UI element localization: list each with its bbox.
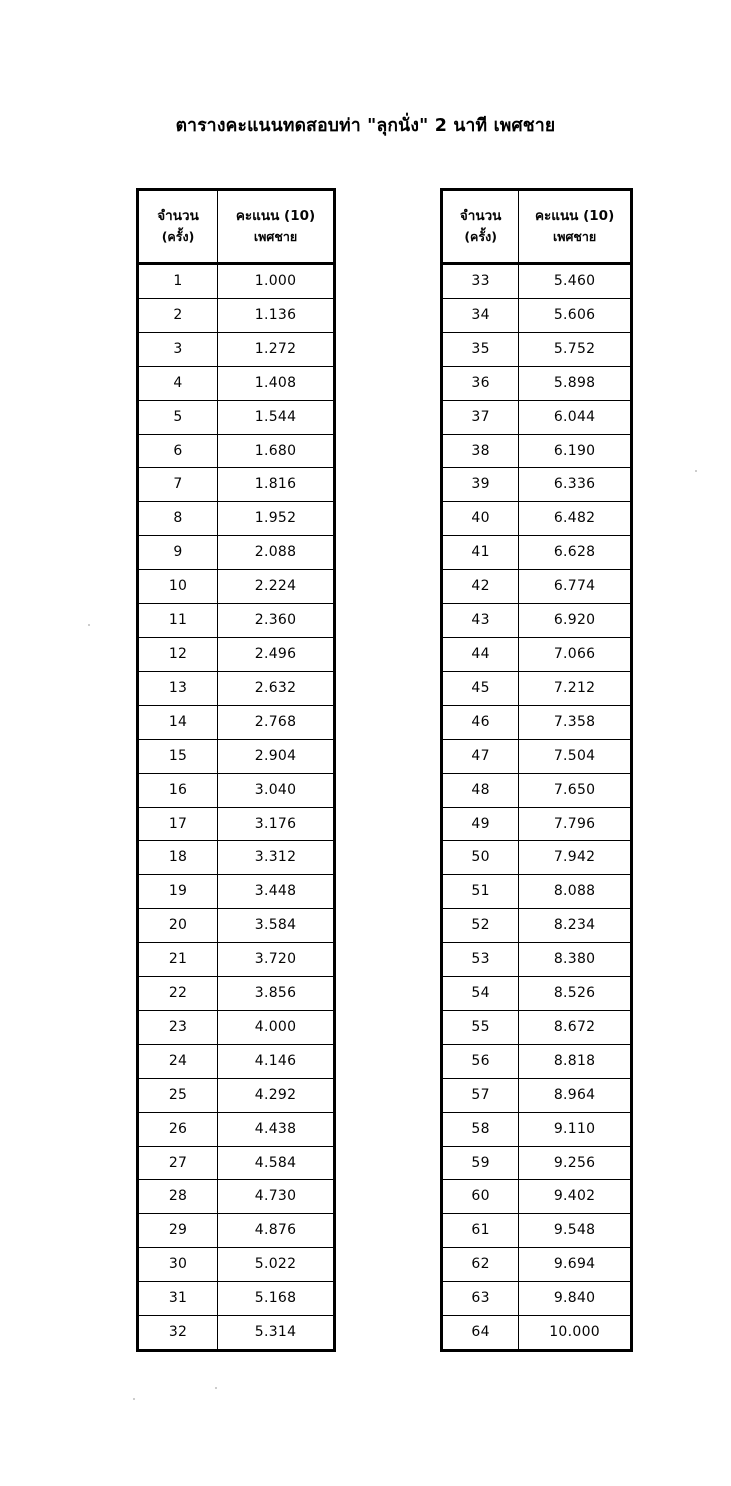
table-row	[443, 536, 630, 570]
table-row	[139, 298, 333, 332]
cell-score: 2.088	[218, 536, 333, 570]
cell-count: 55	[443, 1010, 519, 1044]
cell-score: 7.650	[519, 773, 630, 807]
cell-count: 11	[139, 604, 218, 638]
cell-count: 10	[139, 570, 218, 604]
cell-score: 5.606	[519, 298, 630, 332]
cell-count: 26	[139, 1112, 218, 1146]
cell-score: 1.136	[218, 298, 333, 332]
cell-count: 40	[443, 502, 519, 536]
table-row	[139, 468, 333, 502]
cell-score: 8.526	[519, 977, 630, 1011]
cell-count: 35	[443, 332, 519, 366]
table-body-left	[139, 264, 333, 1350]
table-row	[443, 1044, 630, 1078]
table-row	[139, 434, 333, 468]
cell-score: 6.044	[519, 400, 630, 434]
cell-score: 9.548	[519, 1214, 630, 1248]
cell-score: 2.904	[218, 739, 333, 773]
table-row	[139, 943, 333, 977]
cell-count: 38	[443, 434, 519, 468]
table-row	[139, 332, 333, 366]
cell-score: 6.336	[519, 468, 630, 502]
cell-count: 62	[443, 1248, 519, 1282]
cell-count: 46	[443, 705, 519, 739]
table-row	[443, 604, 630, 638]
cell-score: 9.110	[519, 1112, 630, 1146]
table-header-right	[443, 191, 630, 264]
cell-count: 15	[139, 739, 218, 773]
scan-speckle	[88, 624, 90, 626]
table-row	[139, 739, 333, 773]
cell-score: 6.190	[519, 434, 630, 468]
scan-speckle	[215, 1387, 217, 1389]
cell-score: 8.672	[519, 1010, 630, 1044]
cell-count: 8	[139, 502, 218, 536]
table-row	[443, 1146, 630, 1180]
cell-count: 5	[139, 400, 218, 434]
cell-count: 63	[443, 1282, 519, 1316]
header-count-line2: (ครั้ง)	[464, 229, 497, 245]
column-header-count	[139, 191, 218, 264]
table-row	[139, 977, 333, 1011]
table-row	[139, 264, 333, 299]
cell-count: 60	[443, 1180, 519, 1214]
cell-count: 50	[443, 841, 519, 875]
table-row	[139, 637, 333, 671]
table-row	[139, 841, 333, 875]
cell-count: 16	[139, 773, 218, 807]
table-row	[443, 298, 630, 332]
cell-count: 30	[139, 1248, 218, 1282]
cell-count: 27	[139, 1146, 218, 1180]
cell-count: 31	[139, 1282, 218, 1316]
cell-score: 6.482	[519, 502, 630, 536]
cell-count: 33	[443, 264, 519, 299]
cell-score: 5.752	[519, 332, 630, 366]
header-row	[139, 191, 333, 264]
cell-score: 3.176	[218, 807, 333, 841]
table-row	[443, 977, 630, 1011]
cell-score: 4.000	[218, 1010, 333, 1044]
table-row	[443, 468, 630, 502]
table-body-right	[443, 264, 630, 1350]
cell-score: 3.312	[218, 841, 333, 875]
scan-speckle	[133, 1398, 135, 1400]
cell-score: 9.402	[519, 1180, 630, 1214]
cell-count: 47	[443, 739, 519, 773]
table-row	[443, 502, 630, 536]
cell-score: 5.314	[218, 1316, 333, 1349]
cell-count: 18	[139, 841, 218, 875]
table-row	[443, 1214, 630, 1248]
cell-count: 13	[139, 671, 218, 705]
cell-count: 64	[443, 1316, 519, 1349]
table-row	[443, 909, 630, 943]
header-count-line1: จำนวน	[459, 208, 502, 225]
table-row	[443, 807, 630, 841]
cell-score: 3.584	[218, 909, 333, 943]
cell-score: 2.360	[218, 604, 333, 638]
table-row	[139, 671, 333, 705]
table-row	[139, 536, 333, 570]
cell-score: 7.358	[519, 705, 630, 739]
cell-count: 12	[139, 637, 218, 671]
cell-score: 10.000	[519, 1316, 630, 1349]
table-row	[443, 264, 630, 299]
header-row	[443, 191, 630, 264]
cell-score: 8.818	[519, 1044, 630, 1078]
cell-score: 4.584	[218, 1146, 333, 1180]
cell-score: 7.504	[519, 739, 630, 773]
table-row	[139, 1112, 333, 1146]
table-row	[443, 773, 630, 807]
table-row	[443, 637, 630, 671]
score-grid-right	[443, 191, 630, 1349]
cell-count: 43	[443, 604, 519, 638]
header-score-line1: คะแนน (10)	[534, 208, 615, 225]
cell-score: 4.292	[218, 1078, 333, 1112]
cell-score: 9.694	[519, 1248, 630, 1282]
cell-count: 7	[139, 468, 218, 502]
cell-count: 54	[443, 977, 519, 1011]
cell-count: 3	[139, 332, 218, 366]
column-header-score	[218, 191, 333, 264]
cell-count: 9	[139, 536, 218, 570]
cell-count: 58	[443, 1112, 519, 1146]
table-row	[443, 1248, 630, 1282]
table-row	[443, 1282, 630, 1316]
table-row	[139, 366, 333, 400]
table-row	[443, 671, 630, 705]
cell-count: 6	[139, 434, 218, 468]
cell-count: 25	[139, 1078, 218, 1112]
cell-count: 41	[443, 536, 519, 570]
cell-score: 1.952	[218, 502, 333, 536]
page-title: ตารางคะแนนทดสอบท่า "ลุกนั่ง" 2 นาที เพศชาย	[175, 115, 556, 136]
cell-count: 59	[443, 1146, 519, 1180]
cell-count: 29	[139, 1214, 218, 1248]
cell-count: 32	[139, 1316, 218, 1349]
cell-count: 19	[139, 875, 218, 909]
cell-score: 7.066	[519, 637, 630, 671]
cell-count: 42	[443, 570, 519, 604]
table-row	[139, 1282, 333, 1316]
table-row	[139, 1146, 333, 1180]
scan-speckle	[695, 470, 697, 472]
table-row	[443, 570, 630, 604]
table-row	[443, 705, 630, 739]
cell-count: 37	[443, 400, 519, 434]
cell-count: 20	[139, 909, 218, 943]
cell-score: 1.272	[218, 332, 333, 366]
cell-score: 5.460	[519, 264, 630, 299]
header-score-line1: คะแนน (10)	[235, 208, 316, 225]
cell-count: 2	[139, 298, 218, 332]
cell-score: 8.964	[519, 1078, 630, 1112]
table-row	[443, 1180, 630, 1214]
table-row	[139, 773, 333, 807]
cell-score: 8.234	[519, 909, 630, 943]
cell-score: 8.088	[519, 875, 630, 909]
table-row	[443, 739, 630, 773]
cell-score: 2.496	[218, 637, 333, 671]
cell-score: 1.544	[218, 400, 333, 434]
cell-count: 14	[139, 705, 218, 739]
cell-count: 23	[139, 1010, 218, 1044]
table-row	[139, 1248, 333, 1282]
cell-score: 6.628	[519, 536, 630, 570]
cell-count: 36	[443, 366, 519, 400]
cell-count: 17	[139, 807, 218, 841]
cell-count: 57	[443, 1078, 519, 1112]
cell-count: 4	[139, 366, 218, 400]
cell-score: 3.856	[218, 977, 333, 1011]
table-row	[443, 1112, 630, 1146]
table-row	[443, 875, 630, 909]
table-row	[139, 1044, 333, 1078]
table-row	[443, 841, 630, 875]
cell-score: 8.380	[519, 943, 630, 977]
score-table-right	[440, 188, 633, 1352]
table-row	[139, 1180, 333, 1214]
header-count-line2: (ครั้ง)	[161, 229, 195, 245]
cell-count: 39	[443, 468, 519, 502]
table-row	[443, 434, 630, 468]
cell-count: 44	[443, 637, 519, 671]
cell-score: 3.448	[218, 875, 333, 909]
table-row	[139, 909, 333, 943]
table-row	[139, 502, 333, 536]
column-header-count	[443, 191, 519, 264]
cell-score: 1.680	[218, 434, 333, 468]
table-row	[139, 570, 333, 604]
cell-score: 2.224	[218, 570, 333, 604]
table-row	[139, 1010, 333, 1044]
table-header-left	[139, 191, 333, 264]
cell-score: 7.212	[519, 671, 630, 705]
header-count-line1: จำนวน	[157, 208, 199, 225]
cell-score: 6.774	[519, 570, 630, 604]
cell-count: 45	[443, 671, 519, 705]
table-row	[443, 366, 630, 400]
cell-count: 21	[139, 943, 218, 977]
cell-score: 9.840	[519, 1282, 630, 1316]
table-row	[139, 604, 333, 638]
cell-count: 34	[443, 298, 519, 332]
cell-score: 5.898	[519, 366, 630, 400]
table-row	[443, 943, 630, 977]
table-row	[443, 400, 630, 434]
cell-score: 4.146	[218, 1044, 333, 1078]
cell-count: 48	[443, 773, 519, 807]
table-row	[139, 807, 333, 841]
table-row	[139, 1078, 333, 1112]
cell-count: 22	[139, 977, 218, 1011]
header-score-line2: เพศชาย	[552, 229, 597, 245]
cell-score: 7.942	[519, 841, 630, 875]
cell-score: 7.796	[519, 807, 630, 841]
table-row	[139, 400, 333, 434]
cell-score: 6.920	[519, 604, 630, 638]
cell-score: 2.768	[218, 705, 333, 739]
column-header-score	[519, 191, 630, 264]
cell-score: 4.876	[218, 1214, 333, 1248]
cell-score: 4.438	[218, 1112, 333, 1146]
cell-count: 1	[139, 264, 218, 299]
cell-score: 1.408	[218, 366, 333, 400]
score-table-left	[136, 188, 336, 1352]
cell-count: 61	[443, 1214, 519, 1248]
cell-score: 5.168	[218, 1282, 333, 1316]
cell-count: 51	[443, 875, 519, 909]
table-row	[139, 1316, 333, 1349]
cell-score: 3.040	[218, 773, 333, 807]
cell-score: 4.730	[218, 1180, 333, 1214]
cell-count: 49	[443, 807, 519, 841]
table-row	[443, 1316, 630, 1349]
table-row	[139, 705, 333, 739]
table-row	[139, 875, 333, 909]
cell-score: 5.022	[218, 1248, 333, 1282]
cell-score: 2.632	[218, 671, 333, 705]
header-score-line2: เพศชาย	[253, 229, 298, 245]
cell-count: 56	[443, 1044, 519, 1078]
cell-score: 9.256	[519, 1146, 630, 1180]
table-row	[139, 1214, 333, 1248]
cell-score: 1.816	[218, 468, 333, 502]
cell-count: 52	[443, 909, 519, 943]
cell-count: 24	[139, 1044, 218, 1078]
cell-score: 3.720	[218, 943, 333, 977]
table-row	[443, 1010, 630, 1044]
cell-count: 28	[139, 1180, 218, 1214]
cell-count: 53	[443, 943, 519, 977]
table-row	[443, 332, 630, 366]
table-row	[443, 1078, 630, 1112]
cell-score: 1.000	[218, 264, 333, 299]
score-grid-left	[139, 191, 333, 1349]
